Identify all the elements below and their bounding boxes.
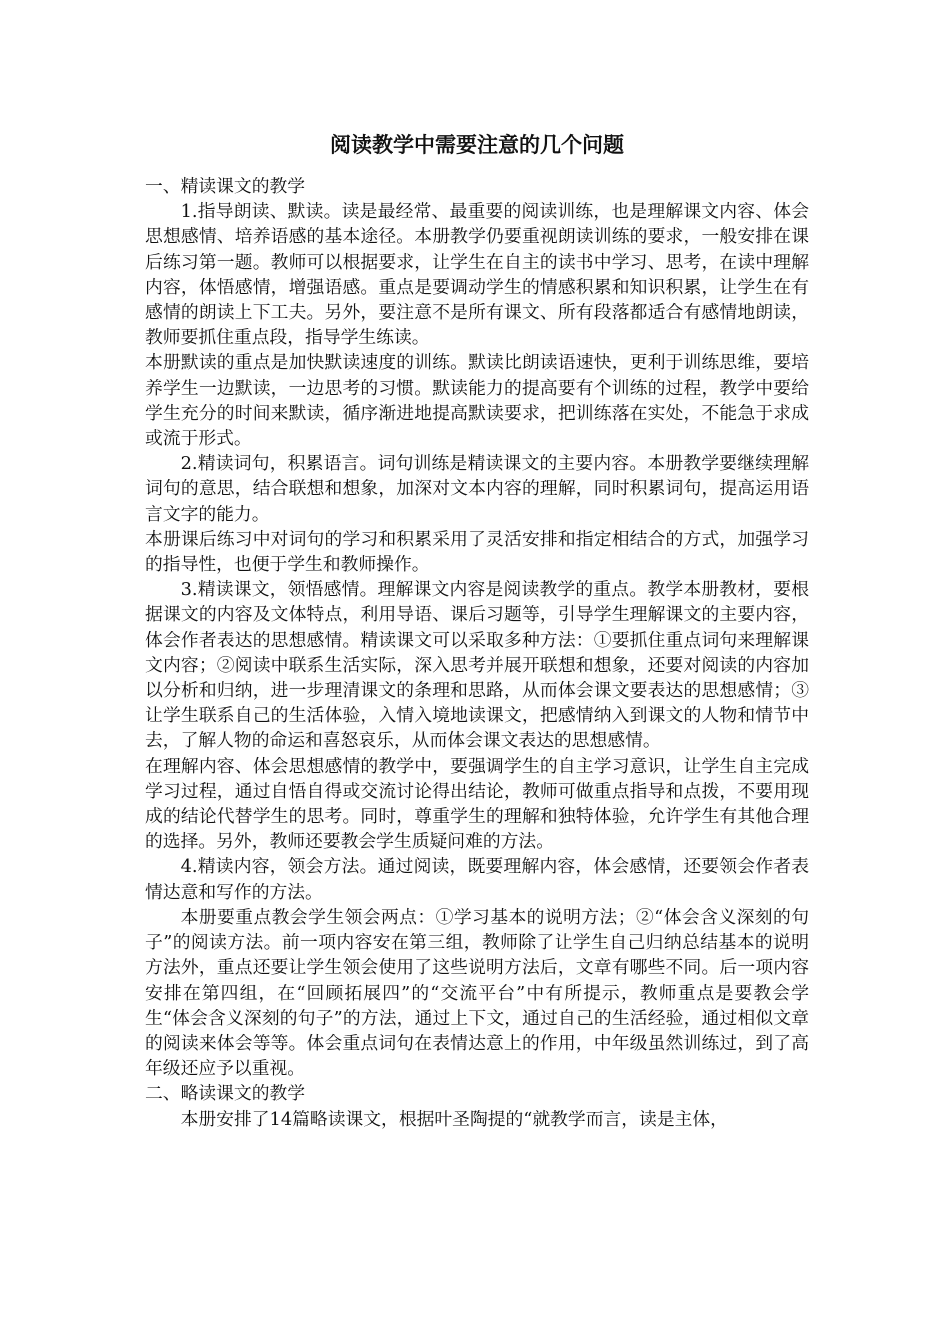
document-page [145, 130, 809, 1132]
paragraph: 本册默读的重点是加快默读速度的训练。默读比朗读语速快，更利于训练思维，要培养学生一边默读，一边思考的习惯。默读能力的提高要有个训练的过程，教学中要给学生充分的时间来默读，循序渐进地提高默读要求，把训练落在实处，不能急于求成或流于形式。 [145, 352, 809, 450]
document-title: 阅读教学中需要注意的几个问题 [330, 132, 624, 157]
paragraph: 本册要重点教会学生领会两点：①学习基本的说明方法；②“体会含义深刻的句子”的阅读方法。前一项内容安在第三组，教师除了让学生自己归纳总结基本的说明方法外，重点还要让学生领会使用了这些说明方法后，文章有哪些不同。后一项内容安排在第四组，在“回顾拓展四”的“交流平台”中有所提示，教师重点是要教会学生“体会含义深刻的句子”的方法，通过上下文，通过自己的生活经验，通过相似文章的阅读来体会等等。体会重点词句在表情达意上的作用，中年级虽然训练过，到了高年级还应予以重视。 [145, 906, 809, 1080]
section-heading: 一、精读课文的教学 [145, 176, 306, 197]
paragraph: 1.指导朗读、默读。读是最经常、最重要的阅读训练，也是理解课文内容、体会思想感情、培养语感的基本途径。本册教学仍要重视朗读训练的要求，一般安排在课后练习第一题。教师可以根据要求，让学生在自主的读书中学习、思考，在读中理解内容，体悟感情，增强语感。重点是要调动学生的情感积累和知识积累，让学生在有感情的朗读上下工夫。另外，要注意不是所有课文、所有段落都适合有感情地朗读，教师要抓住重点段，指导学生练读。 [145, 201, 809, 349]
paragraph: 2.精读词句，积累语言。词句训练是精读课文的主要内容。本册教学要继续理解词句的意思，结合联想和想象，加深对文本内容的理解，同时积累词句，提高运用语言文字的能力。 [145, 453, 809, 525]
section-heading: 二、略读课文的教学 [145, 1083, 306, 1105]
paragraph: 本册课后练习中对词句的学习和积累采用了灵活安排和指定相结合的方式，加强学习的指导性，也便于学生和教师操作。 [145, 528, 809, 576]
paragraph: 本册安排了14篇略读课文，根据叶圣陶提的“就教学而言，读是主体， [180, 1108, 728, 1130]
document-body [145, 174, 809, 1132]
paragraph: 在理解内容、体会思想感情的教学中，要强调学生的自主学习意识，让学生自主完成学习过程，通过自悟自得或交流讨论得出结论，教师可做重点指导和点拨，不要用现成的结论代替学生的思考。同时，尊重学生的理解和独特体验，允许学生有其他合理的选择。另外，教师还要教会学生质疑问难的方法。 [145, 755, 809, 853]
paragraph: 4.精读内容，领会方法。通过阅读，既要理解内容，体会感情，还要领会作者表情达意和写作的方法。 [145, 856, 809, 903]
paragraph: 3.精读课文，领悟感情。理解课文内容是阅读教学的重点。教学本册教材，要根据课文的内容及文体特点，利用导语、课后习题等，引导学生理解课文的主要内容，体会作者表达的思想感情。精读课文可以采取多种方法：①要抓住重点词句来理解课文内容；②阅读中联系生活实际，深入思考并展开联想和想象，还要对阅读的内容加以分析和归纳，进一步理清课文的条理和思路，从而体会课文要表达的思想感情；③让学生联系自己的生活体验，入情入境地读课文，把感情纳入到课文的人物和情节中去，了解人物的命运和喜怒哀乐，从而体会课文表达的思想感情。 [145, 579, 809, 752]
